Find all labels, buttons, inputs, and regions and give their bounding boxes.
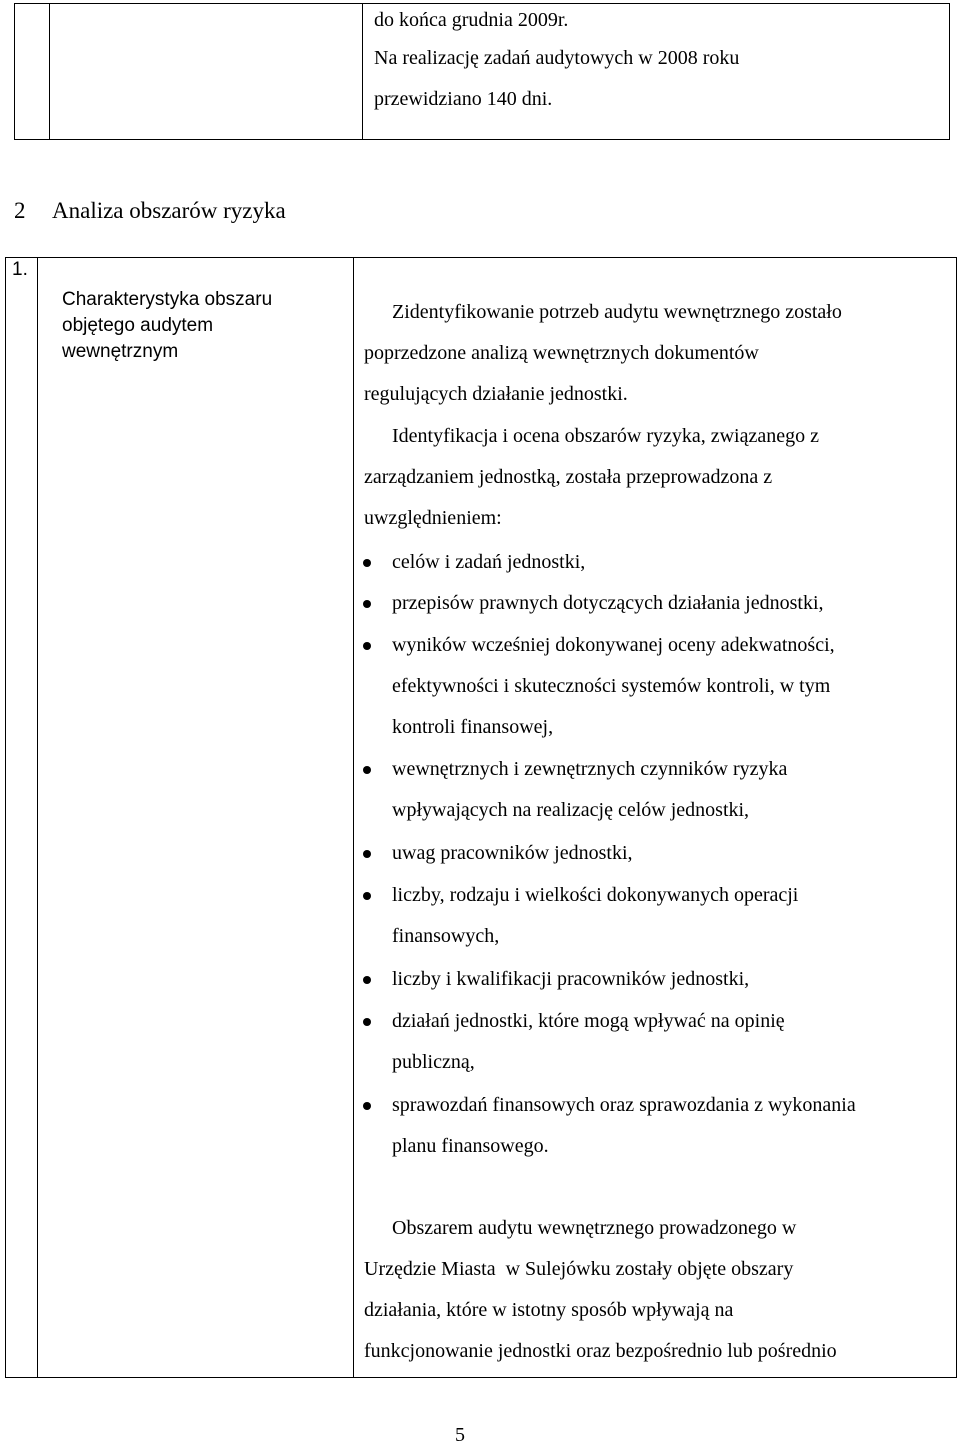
category-line-1: Charakterystyka obszaru	[62, 289, 273, 310]
bullet-8-line-1: działań jednostki, które mogą wpływać na opinię	[392, 1010, 785, 1032]
para1-line-3: regulujących działanie jednostki.	[364, 383, 628, 405]
section-number: 2	[14, 198, 26, 223]
bullet-6-line-1: liczby, rodzaju i wielkości dokonywanych operacji	[392, 884, 799, 906]
page-number: 5	[455, 1424, 465, 1446]
bullet-8-line-2: publiczną,	[392, 1051, 475, 1073]
category-line-3: wewnętrznym	[62, 341, 179, 362]
bullet-dot-icon	[363, 892, 371, 900]
bullet-9-line-2: planu finansowego.	[392, 1135, 549, 1157]
section-title: Analiza obszarów ryzyka	[52, 198, 286, 223]
bullet-6-line-2: finansowych,	[392, 925, 500, 947]
bullet-dot-icon	[363, 559, 371, 567]
bullet-3-line-1: wyników wcześniej dokonywanej oceny adekwatności,	[392, 634, 835, 656]
para3-line-4: funkcjonowanie jednostki oraz bezpośrednio lub pośrednio	[364, 1340, 837, 1362]
para2-line-2: zarządzaniem jednostką, została przeprowadzona z	[364, 466, 773, 488]
bullet-dot-icon	[363, 600, 371, 608]
bullet-dot-icon	[363, 976, 371, 984]
para2-line-1: Identyfikacja i ocena obszarów ryzyka, związanego z	[392, 425, 820, 447]
bullet-9-line-1: sprawozdań finansowych oraz sprawozdania z wykonania	[392, 1094, 856, 1116]
bullet-5-line-1: uwag pracowników jednostki,	[392, 842, 633, 864]
bullet-7-line-1: liczby i kwalifikacji pracowników jednostki,	[392, 968, 750, 990]
para1-line-2: poprzedzone analizą wewnętrznych dokumentów	[364, 342, 759, 364]
para3-line-2: Urzędzie Miasta w Sulejówku zostały objęte obszary	[364, 1258, 794, 1280]
bullet-dot-icon	[363, 642, 371, 650]
bullet-1-line-1: celów i zadań jednostki,	[392, 551, 586, 573]
bullet-4-line-1: wewnętrznych i zewnętrznych czynników ryzyka	[392, 758, 788, 780]
bullet-dot-icon	[363, 766, 371, 774]
para3-line-3: działania, które w istotny sposób wpływają na	[364, 1299, 734, 1321]
para2-line-3: uwzględnieniem:	[364, 507, 502, 529]
bullet-2-line-1: przepisów prawnych dotyczących działania jednostki,	[392, 592, 824, 614]
bullet-3-line-3: kontroli finansowej,	[392, 716, 554, 738]
top-line-3: przewidziano 140 dni.	[374, 88, 553, 110]
para1-line-1: Zidentyfikowanie potrzeb audytu wewnętrznego zostało	[392, 301, 842, 323]
bullet-3-line-2: efektywności i skuteczności systemów kontroli, w tym	[392, 675, 831, 697]
row-number: 1.	[12, 259, 28, 280]
category-line-2: objętego audytem	[62, 315, 214, 336]
top-line-1: do końca grudnia 2009r.	[374, 9, 569, 31]
para3-line-1: Obszarem audytu wewnętrznego prowadzonego w	[392, 1217, 797, 1239]
bullet-dot-icon	[363, 1102, 371, 1110]
bullet-4-line-2: wpływających na realizację celów jednostki,	[392, 799, 750, 821]
bullet-dot-icon	[363, 1018, 371, 1026]
top-line-2: Na realizację zadań audytowych w 2008 roku	[374, 47, 740, 69]
bullet-dot-icon	[363, 850, 371, 858]
